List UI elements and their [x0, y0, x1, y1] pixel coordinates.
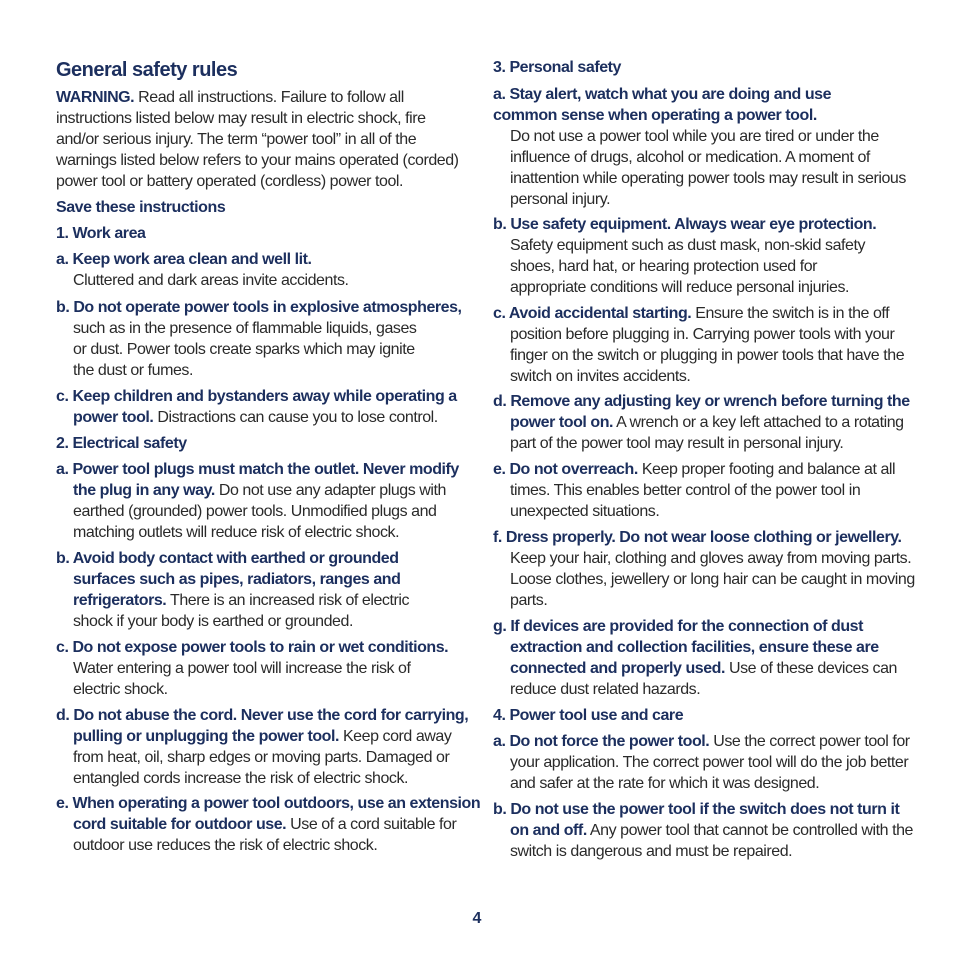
rule-3c-heading: c. Avoid accidental starting. [493, 305, 692, 322]
rule-3e-heading: e. Do not overreach. [493, 461, 638, 478]
rule-3a [493, 84, 920, 210]
rule-3e [493, 459, 920, 522]
rule-2b-text: There is an increased risk of electric shock if your body is earthed or grounded. [73, 592, 410, 630]
rule-1b-text: such as in the presence of flammable liquids, gases or dust. Power tools create sparks which may ignite the dust or fumes. [73, 320, 417, 379]
rule-3e-text: Keep proper footing and balance at all times. This enables better control of the power tool in unexpected situations. [510, 461, 896, 520]
rule-2d [56, 705, 483, 789]
rule-2b [56, 548, 443, 632]
section-heading-electrical-safety: 2. Electrical safety [56, 435, 187, 452]
rule-4a-heading: a. Do not force the power tool. [493, 733, 710, 750]
page-title: General safety rules [56, 59, 238, 81]
rule-1b [56, 297, 483, 381]
rule-3d-text: A wrench or a key left attached to a rotating part of the power tool may result in personal injury. [510, 414, 904, 452]
rule-2b-heading: b. Avoid body contact with earthed or grounded surfaces such as pipes, radiators, ranges and refrigerators. [56, 550, 401, 609]
rule-2a [56, 459, 483, 543]
rule-4a [493, 731, 920, 794]
rule-2d-text: Keep cord away from heat, oil, sharp edges or moving parts. Damaged or entangled cords increase the risk of electric shock. [73, 728, 452, 787]
rule-2a-text: Do not use any adapter plugs with earthed (grounded) power tools. Unmodified plugs and matching outlets will reduce risk of electric shock. [73, 482, 446, 541]
warning-text: Read all instructions. Failure to follow all instructions listed below may result in electric shock, fire and/or serious injury. The term “power tool” in all of the warnings listed below refers to your mains operated (corded) power tool or battery operated (cordless) power tool. [56, 89, 459, 190]
rule-1b-heading: b. Do not operate power tools in explosive atmospheres, [56, 299, 462, 316]
rule-3d-heading: d. Remove any adjusting key or wrench before turning the power tool on. [493, 393, 910, 431]
rule-1a-heading: a. Keep work area clean and well lit. [56, 251, 312, 268]
warning-label: WARNING. [56, 89, 135, 106]
rule-2c [56, 637, 483, 700]
warning-paragraph [56, 87, 466, 192]
rule-3b-heading: b. Use safety equipment. Always wear eye protection. [493, 216, 877, 233]
rule-3f-heading: f. Dress properly. Do not wear loose clothing or jewellery. [493, 529, 902, 546]
rule-3f [493, 527, 920, 611]
rule-4b-text: Any power tool that cannot be controlled with the switch is dangerous and must be repaired. [510, 822, 913, 860]
rule-1a [56, 249, 483, 291]
rule-3g-text: Use of these devices can reduce dust related hazards. [510, 660, 897, 698]
rule-3c-text: Ensure the switch is in the off position before plugging in. Carrying power tools with your finger on the switch or plugging in power tools that have the switch on invites accidents. [510, 305, 905, 385]
section-heading-personal-safety: 3. Personal safety [493, 59, 621, 76]
rule-3g-heading: g. If devices are provided for the connection of dust extraction and collection facilities, ensure these are connected and properly used. [493, 618, 879, 677]
rule-3f-text: Keep your hair, clothing and gloves away from moving parts. Loose clothes, jewellery or long hair can be caught in moving parts. [510, 550, 915, 609]
rule-3a-text: Do not use a power tool while you are tired or under the influence of drugs, alcohol or medication. A moment of inattention while operating power tools may result in serious personal injury. [510, 128, 906, 208]
page-number: 4 [472, 910, 482, 927]
rule-4b [493, 799, 920, 862]
rule-2e-heading: e. When operating a power tool outdoors, use an extension cord suitable for outdoor use. [56, 795, 481, 833]
rule-4a-text: Use the correct power tool for your application. The correct power tool will do the job better and safer at the rate for which it was designed. [510, 733, 910, 792]
rule-2c-text: Water entering a power tool will increase the risk of electric shock. [73, 660, 411, 698]
rule-1c-heading: c. Keep children and bystanders away while operating a power tool. [56, 388, 457, 426]
save-instructions-heading: Save these instructions [56, 199, 226, 216]
rule-3b [493, 214, 920, 298]
rule-1c-text: Distractions can cause you to lose control. [153, 409, 438, 426]
rule-3a-heading: a. Stay alert, watch what you are doing and use common sense when operating a power tool. [493, 86, 832, 124]
rule-3b-text: Safety equipment such as dust mask, non-skid safety shoes, hard hat, or hearing protection used for appropriate conditions will reduce personal injuries. [510, 237, 866, 296]
rule-3d [493, 391, 920, 454]
rule-2d-heading: d. Do not abuse the cord. Never use the cord for carrying, pulling or unplugging the power tool. [56, 707, 469, 745]
rule-4b-heading: b. Do not use the power tool if the switch does not turn it on and off. [493, 801, 900, 839]
rule-2e [56, 793, 483, 856]
rule-1c [56, 386, 483, 428]
rule-2a-heading: a. Power tool plugs must match the outlet. Never modify the plug in any way. [56, 461, 459, 499]
section-heading-work-area: 1. Work area [56, 225, 146, 242]
rule-1a-text: Cluttered and dark areas invite accidents. [73, 272, 349, 289]
rule-3g [493, 616, 920, 700]
section-heading-power-tool-use: 4. Power tool use and care [493, 707, 684, 724]
rule-2e-text: Use of a cord suitable for outdoor use reduces the risk of electric shock. [73, 816, 457, 854]
rule-3c [493, 303, 920, 387]
rule-2c-heading: c. Do not expose power tools to rain or wet conditions. [56, 639, 449, 656]
